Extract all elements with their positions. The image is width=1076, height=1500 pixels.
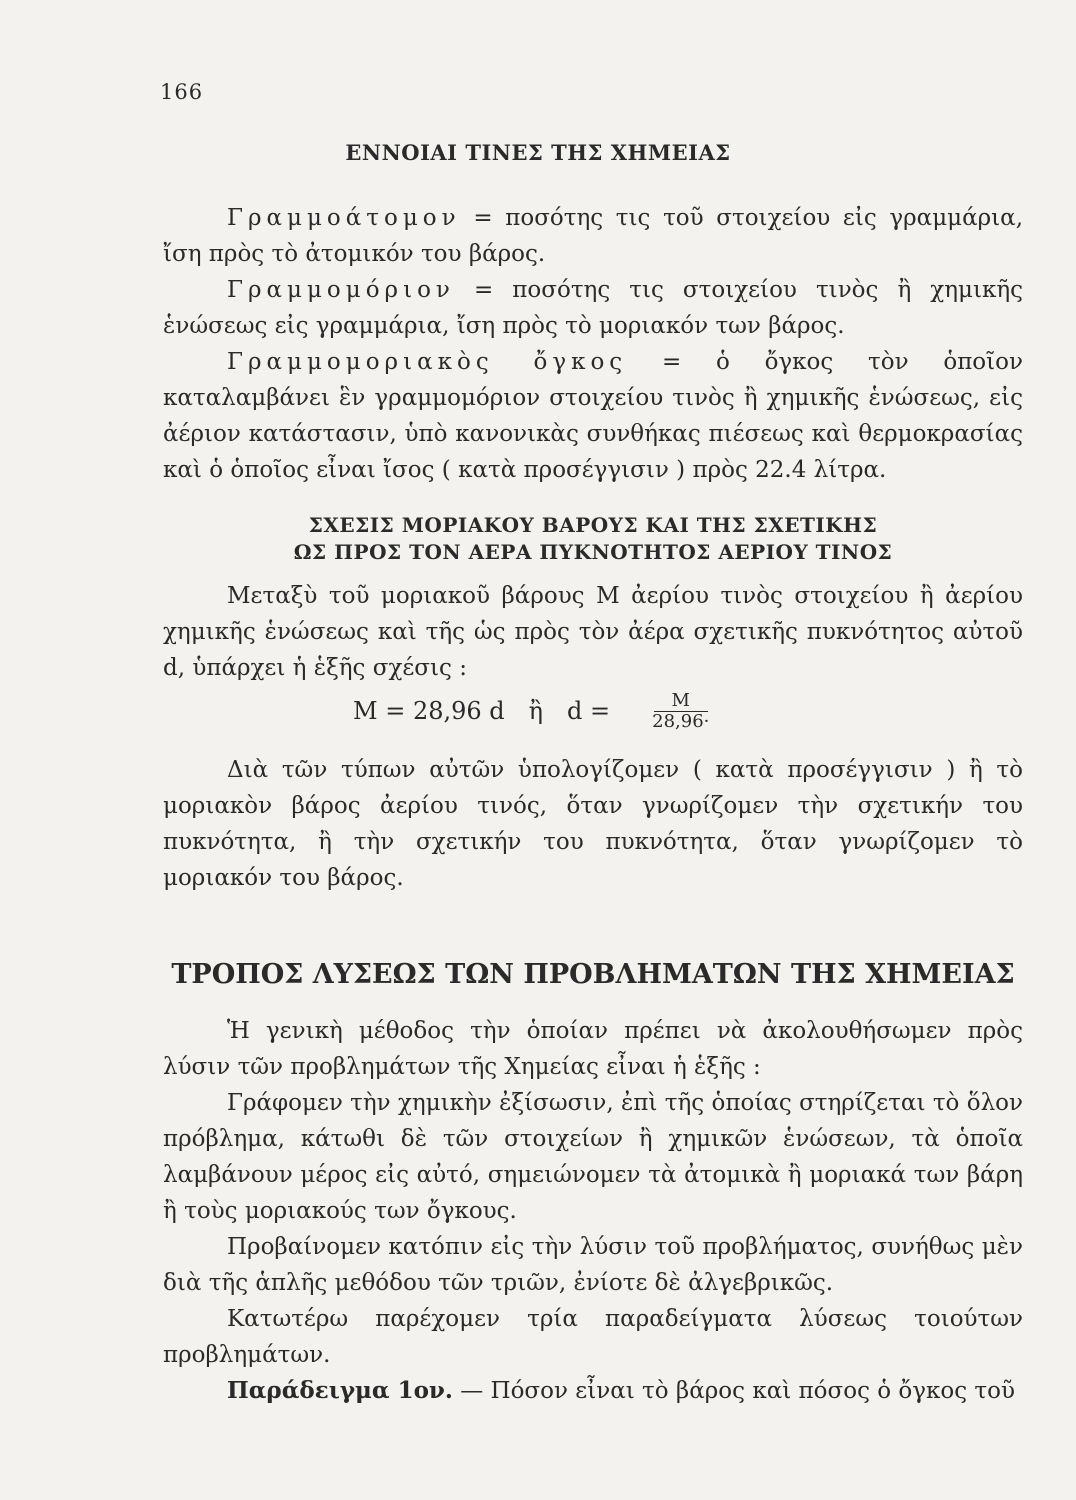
fraction-denominator: 28,96· <box>652 710 710 732</box>
page-number: 166 <box>160 80 204 104</box>
formula-or: ἢ <box>528 697 544 725</box>
paragraph: Γράφομεν τὴν χημικὴν ἐξίσωσιν, ἐπὶ τῆς ὁποίας στηρίζεται τὸ ὅλον πρόβλημα, κάτωθι δὲ τῶν στοιχείων ἢ χημικῶν ἑνώσεων, τὰ ὁποῖα λαμβάνουν μέρος εἰς αὐτό, σημειώνομεν τὰ ἀτομικὰ ἢ μοριακά των βάρη ἢ τοὺς μοριακούς των ὄγκους. <box>163 1090 1023 1224</box>
definition-term: Γραμμομόριον <box>227 277 455 303</box>
paragraph: Προβαίνομεν κατόπιν εἰς τὴν λύσιν τοῦ προβλήματος, συνήθως μὲν διὰ τῆς ἁπλῆς μεθόδου τῶν τριῶν, ἐνίοτε δὲ ἀλγεβρικῶς. <box>163 1234 1023 1296</box>
example-paragraph <box>163 1373 1023 1409</box>
formula-fraction <box>634 691 727 732</box>
fraction-numerator: M <box>654 691 708 712</box>
definition-text: = ποσότης τις τοῦ στοιχείου εἰς γραμμάρια, ἴση πρὸς τὸ ἀτομικόν του βάρος. <box>163 205 1024 267</box>
definition-term: Γραμμομοριακὸς ὄγκος <box>227 349 628 375</box>
paragraph: Μεταξὺ τοῦ μοριακοῦ βάρους Μ ἀερίου τινὸς στοιχείου ἢ ἀερίου χημικῆς ἑνώσεως καὶ τῆς ὡς πρὸς τὸν ἀέρα σχετικῆς πυκνότητος αὐτοῦ d, ὑπάρχει ἡ ἑξῆς σχέσις : <box>163 583 1023 681</box>
section-problem-solving <box>163 955 1023 1409</box>
example-label: Παράδειγμα 1ον. <box>227 1377 453 1404</box>
section-heading-line2: ΩΣ ΠΡΟΣ ΤΟΝ ΑΕΡΑ ΠΥΚΝΟΤΗΤΟΣ ΑΕΡΙΟΥ ΤΙΝΟΣ <box>293 540 893 564</box>
formula-d: d = <box>567 697 611 725</box>
definition-text: = ποσότης τις στοιχείου τινὸς ἢ χημικῆς ἑνώσεως εἰς γραμμάρια, ἴση πρὸς τὸ μοριακόν των βάρος. <box>163 277 1024 339</box>
formula <box>163 686 1023 736</box>
definition-text: = ὁ ὄγκος τὸν ὁποῖον καταλαμβάνει ἓν γραμμομόριον στοιχείου τινὸς ἢ χημικῆς ἑνώσεως, εἰς ἀέριον κατάστασιν, ὑπὸ κανονικὰς συνθήκας πιέσεως καὶ θερμοκρασίας καὶ ὁ ὁποῖος εἶναι ἴσος ( κατὰ προσέγγισιν ) πρὸς 22.4 λίτρα. <box>163 349 1024 483</box>
section-heading-line1: ΣΧΕΣΙΣ ΜΟΡΙΑΚΟΥ ΒΑΡΟΥΣ ΚΑΙ ΤΗΣ ΣΧΕΤΙΚΗΣ <box>308 513 878 537</box>
definition-molar-volume <box>163 344 1023 488</box>
running-head: ΕΝΝΟΙΑΙ ΤΙΝΕΣ ΤΗΣ ΧΗΜΕΙΑΣ <box>345 140 731 165</box>
definition-gram-molecule <box>163 272 1023 344</box>
section-heading: ΤΡΟΠΟΣ ΛΥΣΕΩΣ ΤΩΝ ΠΡΟΒΛΗΜΑΤΩΝ ΤΗΣ ΧΗΜΕΙΑΣ <box>171 959 1015 990</box>
paragraph: Κατωτέρω παρέχομεν τρία παραδείγματα λύσεως τοιούτων προβλημάτων. <box>163 1306 1023 1368</box>
example-text: — Πόσον εἶναι τὸ βάρος καὶ πόσος ὁ ὄγκος τοῦ <box>460 1378 1015 1404</box>
definition-gram-atom <box>163 200 1023 272</box>
formula-left: M = 28,96 d <box>353 697 505 725</box>
section-molecular-weight <box>163 512 1023 896</box>
definitions <box>163 200 1023 488</box>
paragraph: Διὰ τῶν τύπων αὐτῶν ὑπολογίζομεν ( κατὰ προσέγγισιν ) ἢ τὸ μοριακὸν βάρος ἀερίου τινός, ὅταν γνωρίζομεν τὴν σχετικήν του πυκνότητα, ἢ τὴν σχετικήν του πυκνότητα, ὅταν γνωρίζομεν τὸ μοριακόν του βάρος. <box>163 757 1023 891</box>
paragraph: Ἡ γενικὴ μέθοδος τὴν ὁποίαν πρέπει νὰ ἀκολουθήσωμεν πρὸς λύσιν τῶν προβλημάτων τῆς Χημείας εἶναι ἡ ἑξῆς : <box>163 1018 1023 1080</box>
definition-term: Γραμμοάτομον <box>227 205 461 231</box>
